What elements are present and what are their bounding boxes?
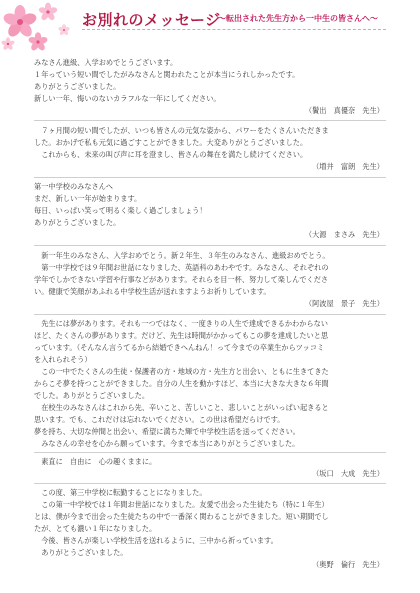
message-line: 素直に 自由に 心の趣くままに。 xyxy=(34,457,157,466)
message-line: ほど、たくさんの夢があります。だけど、先生は時間がかかってもこの夢を達成したいと思 xyxy=(34,331,329,340)
message-line: 第一中学校のみなさんへ xyxy=(34,182,113,191)
message-line: これからも、未来の叫び声に耳を澄まし、皆さんの舞在を満たし続けてください。 xyxy=(34,150,308,159)
message-block xyxy=(34,181,386,241)
message-line: でした。ありがとうございました。 xyxy=(34,391,150,400)
message-line: 新しい一年、悔いのないカラフルな一年にしてください。 xyxy=(34,94,221,103)
message-line: 夢を持ち、大切な仲間と出会い、希望に満ちた輝で中学校生活を送ってください。 xyxy=(34,427,300,436)
message-line: 第一中学校では９年間お世話になりました、英語科のあわやです。みなさん、それぞれの xyxy=(34,263,329,272)
message-author: （大源 まさみ 先生） xyxy=(304,230,384,239)
page-title: お別れのメッセージ xyxy=(82,11,221,29)
message-block xyxy=(34,487,386,571)
cherry-blossom-icon xyxy=(1,3,70,52)
message-line: 新一年生のみなさん、入学おめでとう。新２年生、３年生のみなさん、進級おめでとう。 xyxy=(34,251,330,260)
message-block xyxy=(34,250,386,310)
divider xyxy=(34,245,386,246)
message-line: 毎日、いっぱい笑って明るく楽しく過ごしましょう！ xyxy=(34,206,207,215)
message-line: この一中でたくさんの生徒・保護者の方・地域の方・先生方と出会い、ともに生きてきた xyxy=(34,367,329,376)
message-line: この第一中学校では１年間お世話になりました。友愛で出会った生徒たち（特に１年生） xyxy=(34,500,329,509)
divider xyxy=(34,452,386,453)
message-line: ありがとうございました。 xyxy=(34,82,121,91)
divider xyxy=(34,177,386,178)
message-line: っています。（そんなん言うてるから結婚できへんねん！って今までの卒業生からツッコミ xyxy=(34,343,325,352)
message-line: した。おかげで私も元気に過ごすことができました。大変ありがとうございました。 xyxy=(34,138,308,147)
message-author: （阿波屋 景子 先生） xyxy=(304,299,384,308)
message-line: からこそ夢を持つことができました。自分の人生を動かすほど、本当に大きな大きな６年間 xyxy=(34,379,329,388)
title-underline xyxy=(82,29,386,31)
message-line: とは、僕が今まで出会った生徒たちの中で一番深く関わることができました。短い期間でし xyxy=(34,512,329,521)
message-line: 先生には夢があります。それも一つではなく、一度きりの人生で達成できるかわからない xyxy=(34,319,328,328)
message-author: （奥野 倫行 先生） xyxy=(312,560,384,569)
message-line: 思います。でも、これだけは忘れないでください。この世は希望だらけです。 xyxy=(34,415,285,424)
message-block xyxy=(34,57,386,117)
message-line: 学年でしかできない学習や行事などがあります。それらを目一杯、努力して楽しんでくださ xyxy=(34,275,329,284)
message-line: まだ、新しい一年が始まります。 xyxy=(34,194,142,203)
divider xyxy=(34,120,386,121)
message-block xyxy=(34,318,386,450)
message-line: ありがとうございました。 xyxy=(34,218,121,227)
message-line: ありがとうございました。 xyxy=(34,548,128,557)
message-line: 在校生のみなさんはこれから先、辛いこと、苦しいこと、悲しいことがいっぱい起きると xyxy=(34,403,329,412)
page-subtitle: ～転出された先生方から一中生の皆さんへ～ xyxy=(218,14,378,23)
message-line: を入れられそう） xyxy=(34,355,92,364)
message-line: みなさんの幸せを心から願っています。今まで本当にありがとうございました。 xyxy=(34,439,300,448)
message-line: ７ヶ月間の短い間でしたが、いつも皆さんの元気な姿から、パワーをたくさんいただきま xyxy=(34,126,329,135)
message-line: みなさん進級、入学おめでとうございます。 xyxy=(34,58,178,67)
page-header xyxy=(0,0,420,56)
message-line: 今後、皆さんが楽しい学校生活を送れるように、三中から祈っています。 xyxy=(34,536,278,545)
message-block xyxy=(34,125,386,173)
message-block xyxy=(34,456,386,480)
divider xyxy=(34,314,386,315)
divider xyxy=(34,483,386,484)
message-line: たが、とても濃い１年になりました。 xyxy=(34,524,157,533)
message-line: この度、第三中学校に転勤することになりました。 xyxy=(34,488,207,497)
message-author: （鬢出 真優奈 先生） xyxy=(304,106,384,115)
message-author: （増井 富朗 先生） xyxy=(312,162,384,171)
message-line: １年っていう短い間でしたがみなさんと関われたことが本当にうれしかったです。 xyxy=(34,70,300,79)
message-author: （坂口 大成 先生） xyxy=(312,469,384,478)
message-line: い。健康で笑顔があふれる中学校生活が送れますようお祈りしています。 xyxy=(34,287,271,296)
